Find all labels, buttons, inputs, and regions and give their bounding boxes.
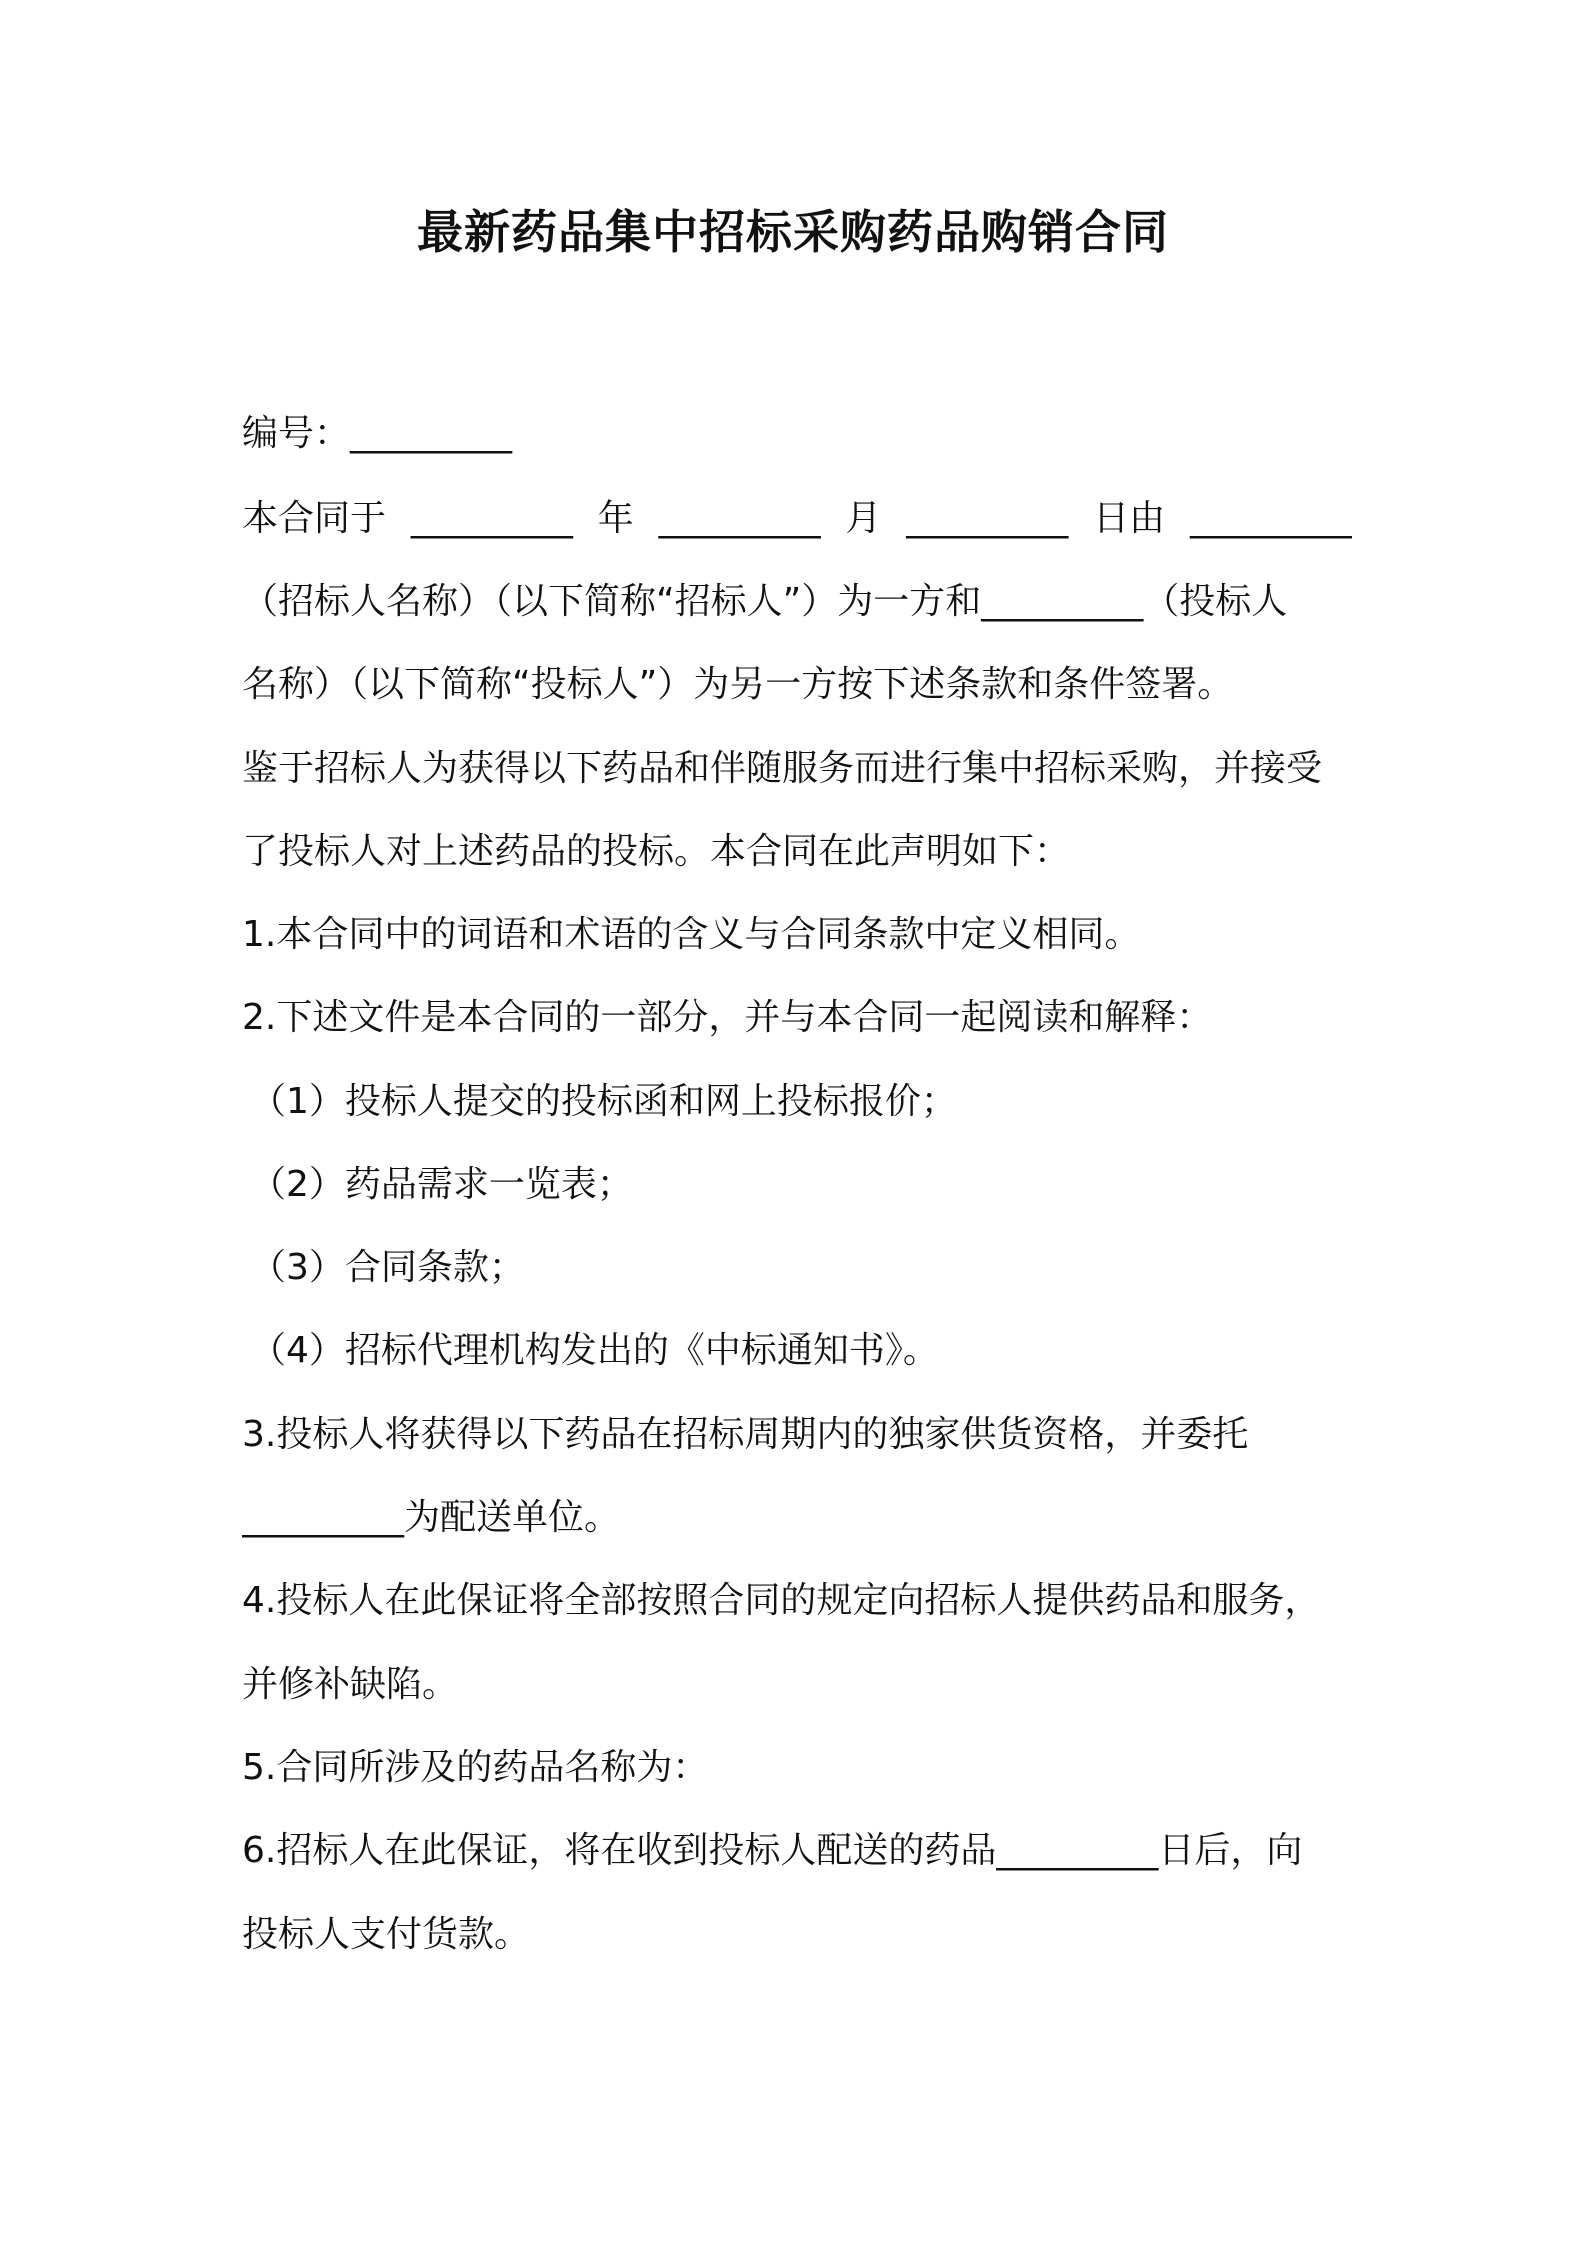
clause-4-line-1: 4.投标人在此保证将全部按照合同的规定向招标人提供药品和服务， — [242, 1580, 1321, 1621]
document-item-3: （3）合同条款； — [250, 1247, 525, 1288]
clause-4-line-2: 并修补缺陷。 — [242, 1664, 459, 1705]
clause-2: 2.下述文件是本合同的一部分，并与本合同一起阅读和解释： — [242, 997, 1213, 1038]
document-item-1: （1）投标人提交的投标函和网上投标报价； — [250, 1081, 957, 1122]
intro-text-4: 日由 — [1093, 498, 1166, 539]
clause-3-line-1: 3.投标人将获得以下药品在招标周期内的独家供货资格，并委托 — [242, 1414, 1249, 1455]
clause-6-line-2: 投标人支付货款。 — [242, 1914, 531, 1955]
party-blank: _________ — [1189, 498, 1352, 539]
intro-line-2: （招标人名称）（以下简称“招标人”）为一方和_________（投标人 — [242, 581, 1288, 622]
intro-text-2: 年 — [597, 498, 634, 539]
whereas-line-1: 鉴于招标人为获得以下药品和伴随服务而进行集中招标采购，并接受 — [242, 748, 1323, 789]
document-item-2: （2）药品需求一览表； — [250, 1164, 633, 1205]
clause-3-line-2: _________为配送单位。 — [242, 1497, 621, 1538]
year-blank: _________ — [410, 498, 573, 539]
document-item-4: （4）招标代理机构发出的《中标通知书》。 — [250, 1330, 939, 1371]
whereas-line-2: 了投标人对上述药品的投标。本合同在此声明如下： — [242, 831, 1071, 872]
intro-line-3: 名称）（以下简称“投标人”）为另一方按下述条款和条件签署。 — [242, 664, 1234, 705]
day-blank: _________ — [906, 498, 1069, 539]
clause-1: 1.本合同中的词语和术语的含义与合同条款中定义相同。 — [242, 914, 1141, 955]
intro-text-3: 月 — [845, 498, 882, 539]
clause-6-line-1: 6.招标人在此保证，将在收到投标人配送的药品_________日后，向 — [242, 1830, 1303, 1871]
document-title: 最新药品集中招标采购药品购销合同 — [417, 205, 1169, 259]
intro-text-1: 本合同于 — [242, 498, 387, 539]
clause-5: 5.合同所涉及的药品名称为： — [242, 1747, 709, 1788]
intro-line-1 — [242, 497, 1352, 540]
month-blank: _________ — [658, 498, 821, 539]
contract-number-line: 编号：_________ — [242, 413, 513, 454]
